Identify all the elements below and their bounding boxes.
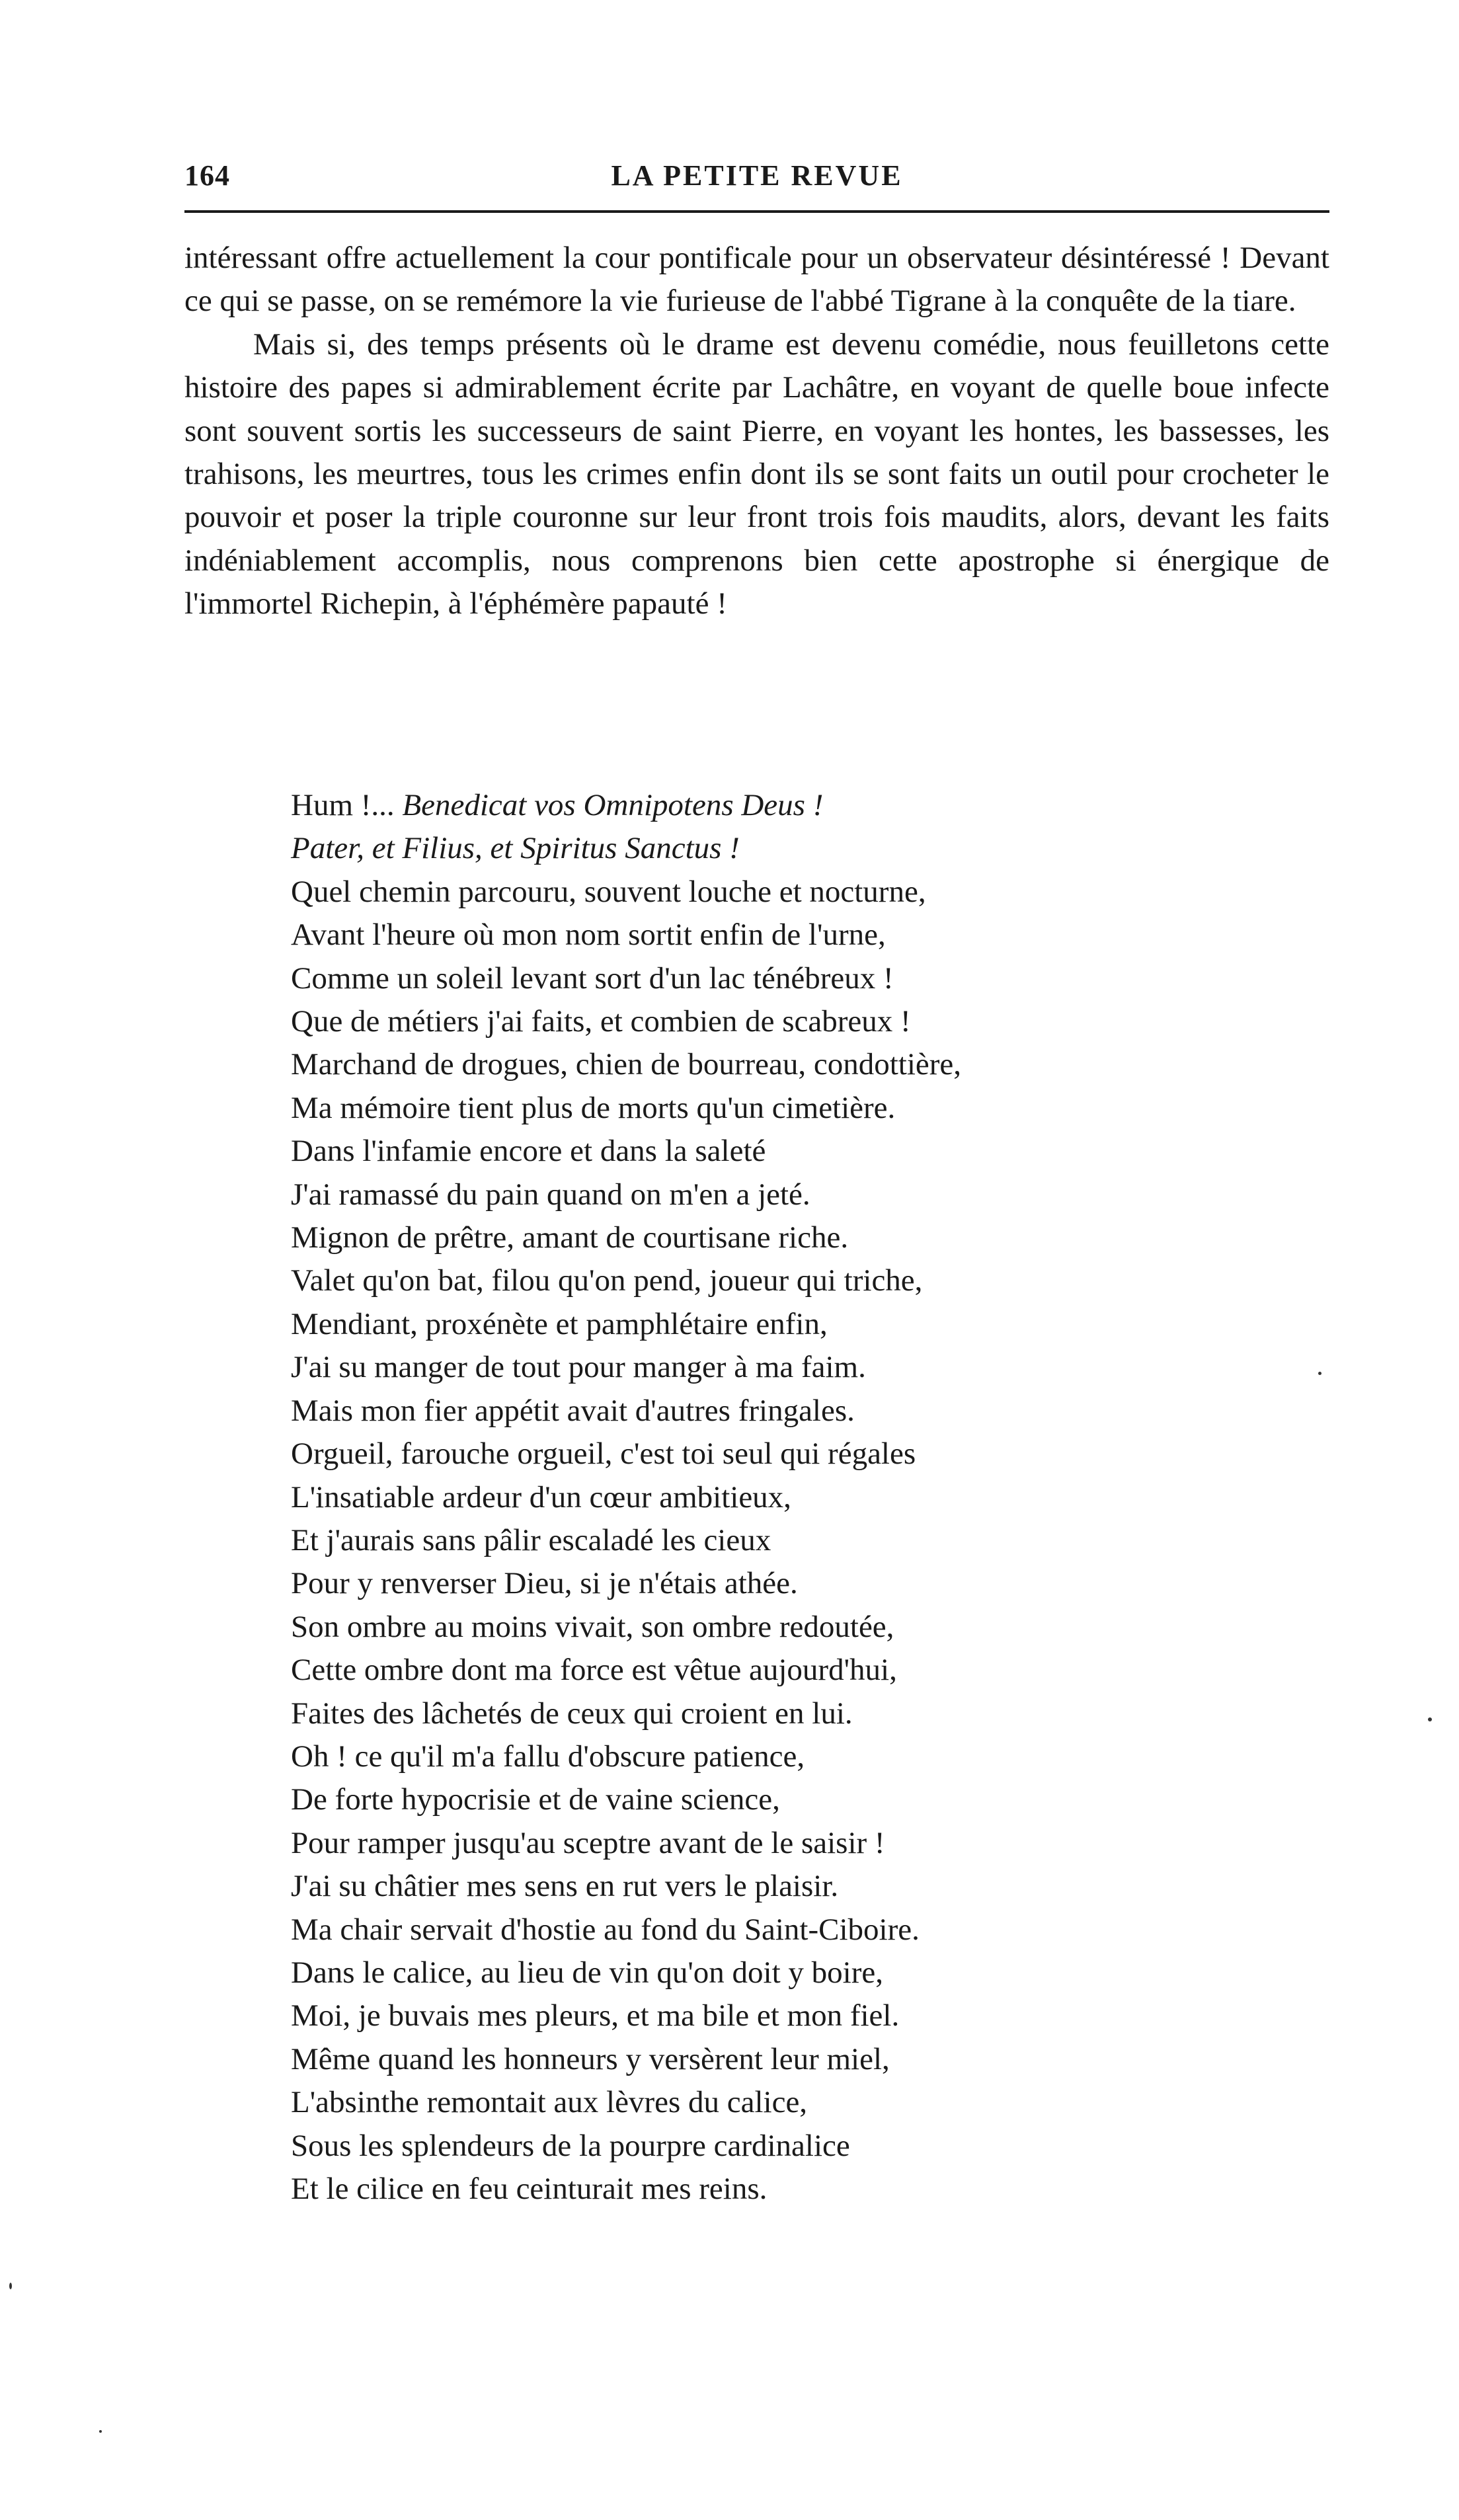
- poem-line: Que de métiers j'ai faits, et combien de scabreux !: [291, 1004, 911, 1039]
- poem-line: Cette ombre dont ma force est vêtue aujourd'hui,: [291, 1653, 897, 1688]
- page-header: [184, 159, 1329, 205]
- poem-line: Pour y renverser Dieu, si je n'étais athée.: [291, 1566, 798, 1601]
- print-speck: [1428, 1717, 1432, 1721]
- print-speck: [1318, 1372, 1321, 1375]
- poem-line: Son ombre au moins vivait, son ombre redoutée,: [291, 1609, 894, 1644]
- poem-line: Mignon de prêtre, amant de courtisane riche.: [291, 1220, 849, 1255]
- poem-line: Comme un soleil levant sort d'un lac ténébreux !: [291, 961, 894, 996]
- poem-line: L'absinthe remontait aux lèvres du calice,: [291, 2085, 808, 2120]
- header-rule: [184, 210, 1329, 213]
- poem-line: Marchand de drogues, chien de bourreau, condottière,: [291, 1047, 962, 1082]
- poem-line-1: [291, 784, 1322, 827]
- prose-body: [184, 237, 1329, 626]
- paragraph-2: Mais si, des temps présents où le drame est devenu comédie, nous feuilletons cette histoire des papes si admirablement écrite par Lachâtre, en voyant de quelle boue infecte sont souvent sortis les successeurs de saint Pierre, en voyant les hontes, les bassesses, les trahisons, les meurtres, tous les crimes enfin dont ils se sont faits un outil pour crocheter le pouvoir et poser la triple couronne sur leur front trois fois maudits, alors, devant les faits indéniablement accomplis, nous comprenons bien cette apostrophe si énergique de l'immortel Richepin, à l'éphémère papauté !: [184, 327, 1329, 621]
- poem-line: Même quand les honneurs y versèrent leur miel,: [291, 2041, 890, 2076]
- print-speck: [9, 2283, 12, 2289]
- poem-line: J'ai su châtier mes sens en rut vers le plaisir.: [291, 1869, 839, 1904]
- poem-line: Dans l'infamie encore et dans la saleté: [291, 1134, 766, 1169]
- poem-line: Pour ramper jusqu'au sceptre avant de le saisir !: [291, 1825, 885, 1860]
- poem-line: Ma mémoire tient plus de morts qu'un cimetière.: [291, 1090, 896, 1125]
- poem-line-2: Pater, et Filius, et Spiritus Sanctus !: [291, 831, 740, 866]
- poem-line: Dans le calice, au lieu de vin qu'on doit y boire,: [291, 1955, 883, 1990]
- poem-line: Et j'aurais sans pâlir escaladé les cieux: [291, 1522, 771, 1557]
- page-number: 164: [184, 159, 230, 192]
- poem-line: Faites des lâchetés de ceux qui croient en lui.: [291, 1696, 853, 1731]
- poem-line: L'insatiable ardeur d'un cœur ambitieux,: [291, 1479, 791, 1515]
- poem-line: Ma chair servait d'hostie au fond du Saint-Ciboire.: [291, 1912, 920, 1947]
- poem-line: Mendiant, proxénète et pamphlétaire enfin,: [291, 1306, 828, 1341]
- poem-block: [291, 784, 1322, 2211]
- print-speck: [99, 2430, 102, 2433]
- poem-line: J'ai ramassé du pain quand on m'en a jeté.: [291, 1177, 810, 1212]
- poem-line: Orgueil, farouche orgueil, c'est toi seul qui régales: [291, 1437, 916, 1472]
- poem-line: Quel chemin parcouru, souvent louche et nocturne,: [291, 874, 926, 909]
- poem-line-1-latin: Benedicat vos Omnipotens Deus !: [402, 788, 824, 822]
- poem-line: Mais mon fier appétit avait d'autres fringales.: [291, 1393, 855, 1428]
- paragraph-1: intéressant offre actuellement la cour pontificale pour un observateur désintéressé ! Devant ce qui se passe, on se remémore la vie furieuse de l'abbé Tigrane à la conquête de la tiare.: [184, 241, 1329, 319]
- poem-line: De forte hypocrisie et de vaine science,: [291, 1782, 780, 1817]
- poem-line: Et le cilice en feu ceinturait mes reins.: [291, 2172, 768, 2206]
- poem-line: Valet qu'on bat, filou qu'on pend, joueur qui triche,: [291, 1263, 923, 1298]
- poem-line: Moi, je buvais mes pleurs, et ma bile et mon fiel.: [291, 1998, 900, 2033]
- running-title: LA PETITE REVUE: [611, 159, 903, 192]
- poem-line: J'ai su manger de tout pour manger à ma faim.: [291, 1350, 866, 1385]
- poem-line: Avant l'heure où mon nom sortit enfin de l'urne,: [291, 918, 886, 953]
- poem-line-1-prefix: Hum !...: [291, 788, 403, 822]
- poem-line: Sous les splendeurs de la pourpre cardinalice: [291, 2128, 850, 2163]
- poem-line: Oh ! ce qu'il m'a fallu d'obscure patience,: [291, 1739, 805, 1774]
